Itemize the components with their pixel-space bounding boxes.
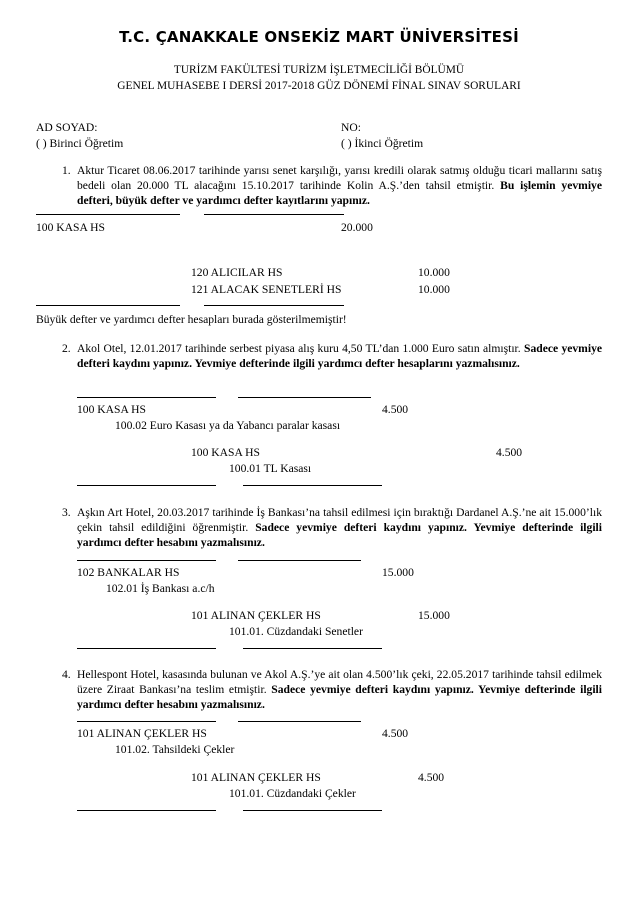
journal-line: [204, 214, 344, 215]
journal-line: [238, 397, 371, 398]
journal-line: [36, 305, 180, 306]
q4-debit-subaccount: 101.02. Tahsildeki Çekler: [115, 743, 235, 756]
question-4-body: Hellespont Hotel, kasasında bulunan ve Akol A.Ş.’ye ait olan 4.500’lık çeki, 22.05.2017 tarihinde tahsil edilmek üzere Ziraat Bankası’na teslim etmiştir.: [77, 668, 602, 696]
department-title: TURİZM FAKÜLTESİ TURİZM İŞLETMECİLİĞİ BÖLÜMÜ: [173, 64, 465, 76]
journal-line: [238, 560, 361, 561]
page-title: T.C. ÇANAKKALE ONSEKİZ MART ÜNİVERSİTESİ: [119, 28, 519, 46]
q1-credit2-amount: 10.000: [418, 283, 450, 296]
question-3-text: [77, 505, 602, 550]
journal-line: [77, 560, 216, 561]
question-3-number: 3.: [62, 506, 71, 519]
q3-debit-amount: 15.000: [382, 566, 414, 579]
q4-credit-subaccount: 101.01. Cüzdandaki Çekler: [229, 787, 356, 800]
question-2-body: Akol Otel, 12.01.2017 tarihinde serbest piyasa alış kuru 4,50 TL’dan 1.000 Euro satın almıştır.: [77, 342, 521, 355]
q3-debit-account: 102 BANKALAR HS: [77, 566, 180, 579]
q3-debit-subaccount: 102.01 İş Bankası a.c/h: [106, 582, 215, 595]
q1-credit2-account: 121 ALACAK SENETLERİ HS: [191, 283, 342, 296]
journal-line: [238, 721, 361, 722]
q2-debit-subaccount: 100.02 Euro Kasası ya da Yabancı paralar kasası: [115, 419, 341, 432]
question-1-body: Aktur Ticaret 08.06.2017 tarihinde yarısı senet karşılığı, yarısı kredili olarak satmış olduğu ticari mallarını satış bedeli olan 20.000 TL alacağını 15.10.2017 tarihinde Kolin A.Ş.’den tahsil etmiştir.: [77, 164, 602, 192]
journal-line: [77, 397, 216, 398]
q1-note: Büyük defter ve yardımcı defter hesapları burada gösterilmemiştir!: [36, 313, 347, 326]
question-3-body: Aşkın Art Hotel, 20.03.2017 tarihinde İş Bankası’na tahsil edilmesi için bıraktığı Dardanel A.Ş.’ne ait 15.000’lık çekin tahsil edildiğini öğrenmiştir.: [77, 506, 602, 534]
journal-line: [204, 305, 344, 306]
journal-line: [243, 648, 382, 649]
journal-line: [243, 485, 382, 486]
q4-credit-account: 101 ALINAN ÇEKLER HS: [191, 771, 321, 784]
question-2-number: 2.: [62, 342, 71, 355]
journal-line: [77, 721, 216, 722]
q3-credit-subaccount: 101.01. Cüzdandaki Senetler: [229, 625, 363, 638]
q4-debit-amount: 4.500: [382, 727, 409, 740]
question-4-instruction: Sadece yevmiye defteri kaydını yapınız. Yevmiye defterinde ilgili yardımcı defter hesabını yazmalısınız.: [77, 683, 602, 711]
q1-credit1-amount: 10.000: [418, 266, 450, 279]
q2-debit-account: 100 KASA HS: [77, 403, 146, 416]
name-label: AD SOYAD:: [36, 121, 98, 134]
q4-credit-amount: 4.500: [418, 771, 445, 784]
question-1-instruction: Bu işlemin yevmiye defteri, büyük defter ve yardımcı defter kayıtlarını yapınız.: [77, 179, 602, 207]
q3-credit-account: 101 ALINAN ÇEKLER HS: [191, 609, 321, 622]
exam-title: GENEL MUHASEBE I DERSİ 2017-2018 GÜZ DÖNEMİ FİNAL SINAV SORULARI: [117, 80, 521, 92]
second-education-option[interactable]: ( ) İkinci Öğretim: [341, 137, 424, 150]
q2-credit-account: 100 KASA HS: [191, 446, 260, 459]
q1-debit-amount: 20.000: [341, 221, 373, 234]
q2-credit-subaccount: 100.01 TL Kasası: [229, 462, 312, 475]
question-4-number: 4.: [62, 668, 71, 681]
question-2-instruction: Sadece yevmiye defteri kaydını yapınız. Yevmiye defterinde ilgili yardımcı defter hesaplarını yazmalısınız.: [77, 342, 603, 370]
journal-line: [77, 485, 216, 486]
question-1-number: 1.: [62, 164, 71, 177]
q3-credit-amount: 15.000: [418, 609, 450, 622]
journal-line: [77, 810, 216, 811]
number-label: NO:: [341, 121, 361, 134]
journal-line: [77, 648, 216, 649]
question-4-text: [77, 667, 602, 712]
question-2-text: [77, 341, 602, 371]
journal-line: [36, 214, 180, 215]
first-education-option[interactable]: ( ) Birinci Öğretim: [36, 137, 124, 150]
q1-credit1-account: 120 ALICILAR HS: [191, 266, 283, 279]
question-1-text: [77, 163, 602, 208]
question-3-instruction: Sadece yevmiye defteri kaydını yapınız. Yevmiye defterinde ilgili yardımcı defter hesabını yazmalısınız.: [77, 521, 602, 549]
q1-debit-account: 100 KASA HS: [36, 221, 105, 234]
q2-debit-amount: 4.500: [382, 403, 409, 416]
q4-debit-account: 101 ALINAN ÇEKLER HS: [77, 727, 207, 740]
q2-credit-amount: 4.500: [496, 446, 523, 459]
journal-line: [243, 810, 382, 811]
